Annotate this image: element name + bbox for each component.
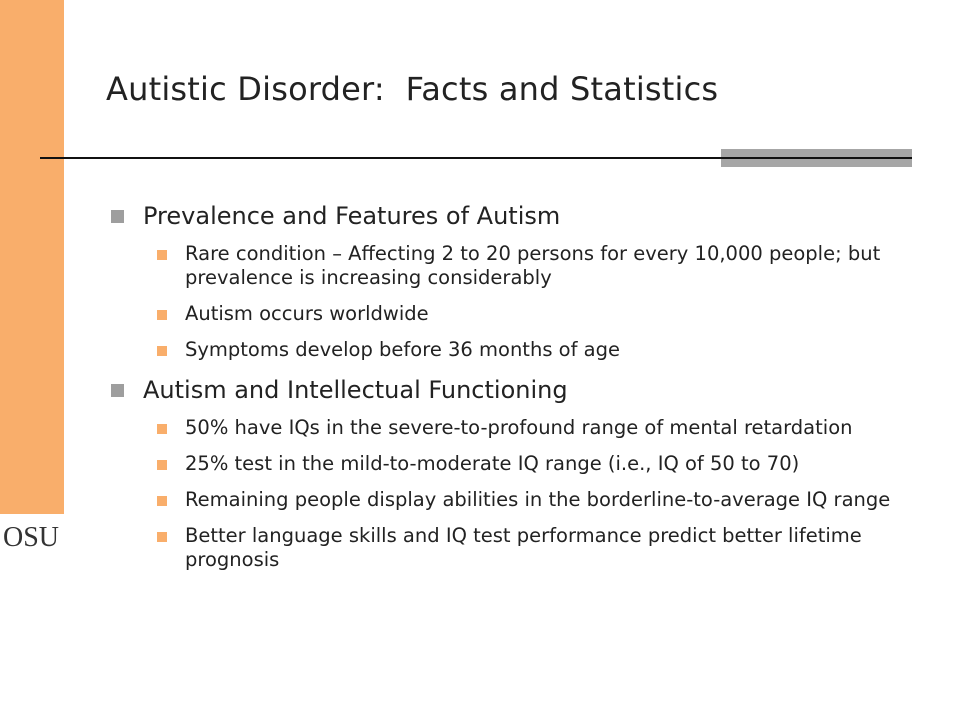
section-heading-text: Prevalence and Features of Autism <box>143 202 561 230</box>
bullet-item-text: Autism occurs worldwide <box>185 302 429 325</box>
bullet-item-text: Better language skills and IQ test performance predict better lifetime prognosis <box>185 524 862 571</box>
bullet-item <box>108 416 908 440</box>
square-bullet-icon <box>157 496 167 506</box>
osu-logo-text: OSU <box>3 522 60 553</box>
bullet-item <box>108 338 908 362</box>
title-divider-accent-top <box>721 149 912 157</box>
slide-body <box>108 200 908 584</box>
osu-logo <box>2 516 64 556</box>
square-bullet-icon <box>157 460 167 470</box>
bullet-item-text: Symptoms develop before 36 months of age <box>185 338 620 361</box>
bullet-item-text: Rare condition – Affecting 2 to 20 persons for every 10,000 people; but prevalence is increasing considerably <box>185 242 881 289</box>
square-bullet-icon <box>111 384 124 397</box>
section-heading <box>108 374 908 406</box>
title-divider-accent-bottom <box>721 159 912 167</box>
square-bullet-icon <box>157 532 167 542</box>
bullet-item <box>108 302 908 326</box>
slide-title: Autistic Disorder: Facts and Statistics <box>106 70 719 108</box>
square-bullet-icon <box>157 310 167 320</box>
bullet-item <box>108 452 908 476</box>
bullet-item <box>108 242 908 290</box>
bullet-item <box>108 524 908 572</box>
bullet-item-text: 50% have IQs in the severe-to-profound range of mental retardation <box>185 416 853 439</box>
square-bullet-icon <box>157 346 167 356</box>
bullet-item-text: Remaining people display abilities in the borderline-to-average IQ range <box>185 488 891 511</box>
square-bullet-icon <box>111 210 124 223</box>
square-bullet-icon <box>157 250 167 260</box>
bullet-item-text: 25% test in the mild-to-moderate IQ range (i.e., IQ of 50 to 70) <box>185 452 800 475</box>
bullet-item <box>108 488 908 512</box>
accent-sidebar <box>0 0 64 514</box>
square-bullet-icon <box>157 424 167 434</box>
section-heading <box>108 200 908 232</box>
section-heading-text: Autism and Intellectual Functioning <box>143 376 568 404</box>
